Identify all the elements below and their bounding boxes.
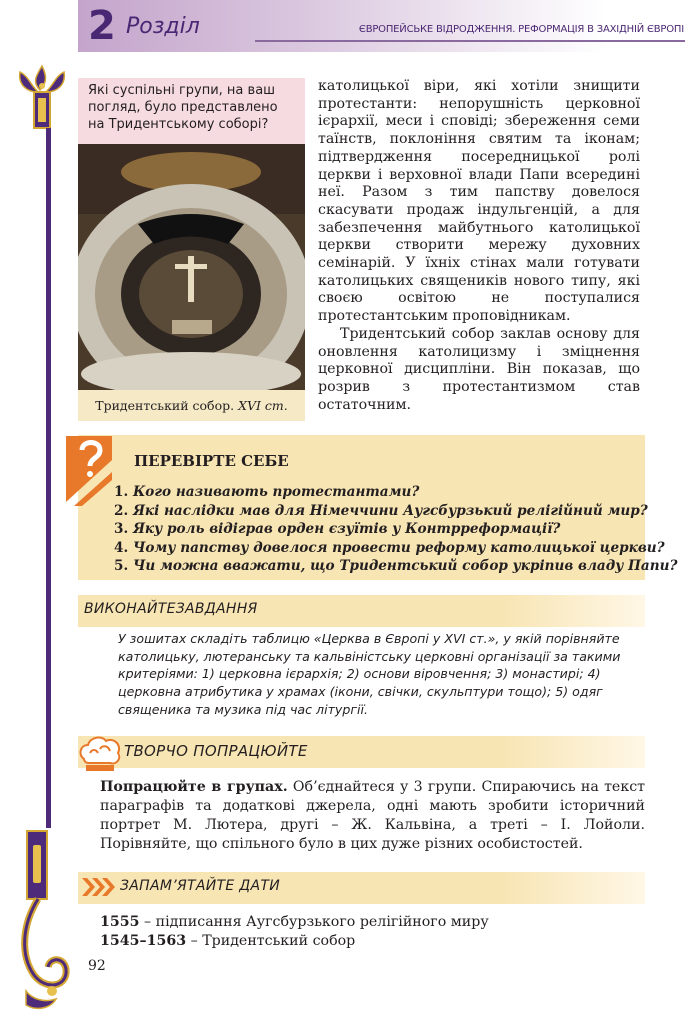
item-number: 2.	[114, 502, 129, 519]
list-item	[114, 539, 665, 558]
figure-caption	[78, 398, 305, 413]
page-number: 92	[88, 958, 106, 974]
item-number: 1.	[114, 484, 129, 500]
check-title: ПЕРЕВІРТЕ СЕБЕ	[134, 452, 289, 470]
creative-body: Об’єднайтеся у 3 групи. Спираючись на текст параграфів та додаткові джерела, одні мають зробити історичний портрет М. Лютера, другі – Ж. Кальвіна, а треті – І. Лойоли. Порівняйте, що спільного було в цих дуже різних особистостей.	[100, 779, 645, 852]
list-item	[114, 520, 644, 539]
item-text: Яку роль відіграв орден єзуїтів у Контрреформації?	[132, 521, 561, 537]
creative-text	[100, 778, 645, 854]
item-number: 4.	[114, 539, 129, 556]
main-text-column	[318, 78, 640, 414]
ornament-gem	[33, 845, 41, 883]
date-row	[100, 932, 489, 951]
item-text: Кого називають протестантами?	[132, 484, 420, 500]
council-of-trent-painting	[78, 144, 305, 390]
date-year: 1555	[100, 914, 140, 930]
thinking-cloud-icon	[78, 733, 122, 773]
date-event: – підписання Аугсбурзького релігійного миру	[139, 914, 489, 930]
header-rule	[255, 40, 685, 42]
figure-question: Які суспільні групи, на ваш погляд, було представлено на Тридентському соборі?	[88, 83, 278, 132]
caption-century: XVI ст.	[238, 398, 288, 413]
chapter-word: Розділ	[126, 14, 200, 39]
date-event: – Тридентський собор	[186, 933, 356, 949]
item-number: 5.	[114, 558, 129, 574]
item-number: 3.	[114, 521, 129, 537]
creative-lead: Попрацюйте в групах.	[100, 779, 288, 795]
scroll-ornament-icon	[12, 895, 82, 1015]
dates-list	[100, 913, 489, 951]
caption-text: Тридентський собор.	[95, 398, 239, 413]
paragraph: католицької віри, які хотіли знищити протестанти: непорушність церковної ієрархії, меси і сповіді; збереження семи таїнств, поклоніння святим та іконам; підтвердження посередницької ролі церкви і верховної влади Папи всередині неї. Разом з тим папству довелося скасувати продаж індульгенцій, а для забезпечення майбутнього католицької церкви створити мережу духовних семінарій. У їхніх стінах мали готувати католицьких священиків нового типу, які своєю освітою не поступалися протестантським проповідникам.	[318, 78, 640, 325]
date-year: 1545–1563	[100, 933, 187, 949]
check-question-list	[114, 483, 678, 576]
chapter-number: 2	[88, 3, 116, 49]
question-mark-icon	[66, 432, 116, 510]
dates-title: ЗАПАМ’ЯТАЙТЕ ДАТИ	[120, 878, 281, 894]
list-item	[114, 502, 648, 521]
item-text: Які наслідки мав для Німеччини Аугсбурзький релігійний мир?	[132, 502, 648, 519]
ornament-stem	[46, 128, 51, 828]
triple-chevron-icon	[82, 876, 116, 898]
list-item	[114, 483, 644, 502]
fleur-ornament-icon	[14, 62, 66, 130]
task-title: ВИКОНАЙТЕЗАВДАННЯ	[84, 601, 258, 617]
creative-title: ТВОРЧО ПОПРАЦЮЙТЕ	[124, 742, 308, 760]
item-text: Чи можна вважати, що Тридентський собор укріпив владу Папи?	[132, 558, 678, 574]
date-row	[100, 913, 489, 932]
list-item	[114, 557, 678, 576]
paragraph: Тридентський собор заклав основу для оновлення католицизму і зміцнення церковної дисципліни. Він показав, що розрив з протестантизмом став остаточним.	[318, 325, 640, 413]
task-text: У зошитах складіть таблицю «Церква в Європі у XVI ст.», у якій порівняйте католицьку, лютеранську та кальвіністську церковні організації за такими критеріями: 1) церковна ієрархія; 2) основи віровчення; 3) монастирі; 4) церковна атрибутика у храмах (ікони, свічки, скульптури тощо); 5) одяг священика та музика під час літургії.	[118, 631, 621, 717]
item-text: Чому папству довелося провести реформу католицької церкви?	[132, 539, 665, 556]
running-title: ЄВРОПЕЙСЬКЕ ВІДРОДЖЕННЯ. РЕФОРМАЦІЯ В ЗАХІДНІЙ ЄВРОПІ	[358, 24, 684, 35]
